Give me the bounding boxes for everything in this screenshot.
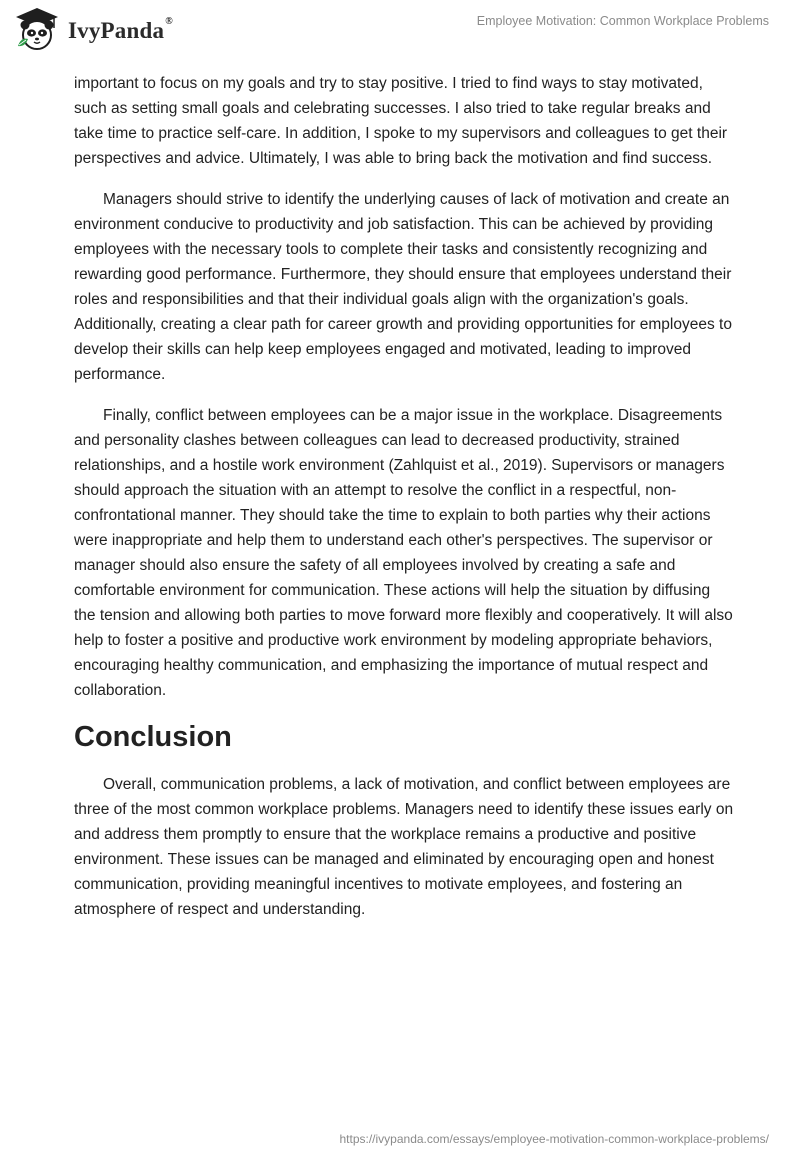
- brand-name: IvyPanda®: [68, 16, 173, 43]
- conclusion-heading: Conclusion: [74, 721, 232, 753]
- panda-mascot-icon: [12, 6, 62, 52]
- page-header: [0, 0, 800, 64]
- essay-content: [74, 71, 734, 938]
- document-title: Employee Motivation: Common Workplace Problems: [476, 14, 769, 28]
- paragraph: important to focus on my goals and try to stay positive. I tried to find ways to stay motivated, such as setting small goals and celebrating successes. I also tried to take regular breaks and take time to practice self-care. In addition, I spoke to my supervisors and colleagues to get their perspectives and advice. Ultimately, I was able to bring back the motivation and find success.: [74, 75, 728, 167]
- source-url[interactable]: https://ivypanda.com/essays/employee-motivation-common-workplace-problems/: [339, 1132, 769, 1146]
- paragraph: Finally, conflict between employees can be a major issue in the workplace. Disagreements and personality clashes between colleagues can lead to decreased productivity, strained relationships, and a hostile work environment (Zahlquist et al., 2019). Supervisors or managers should approach the situation with an attempt to resolve the conflict in a respectful, non-confrontational manner. They should take the time to explain to both parties why their actions were inappropriate and help them to understand each other's perspectives. The supervisor or manager should also ensure the safety of all employees involved by creating a safe and comfortable environment for communication. These actions will help the situation by diffusing the tension and allowing both parties to move forward more flexibly and cooperatively. It will also help to foster a positive and productive work environment by modeling appropriate behaviors, encouraging healthy communication, and emphasizing the importance of mutual respect and collaboration.: [74, 407, 733, 699]
- conclusion-paragraph: Overall, communication problems, a lack of motivation, and conflict between employees are three of the most common workplace problems. Managers need to identify these issues early on and address them promptly to ensure that the workplace remains a productive and positive environment. These issues can be managed and eliminated by encouraging open and honest communication, providing meaningful incentives to motivate employees, and fostering an atmosphere of respect and understanding.: [74, 776, 734, 918]
- ivypanda-logo[interactable]: [12, 6, 173, 52]
- registered-mark: ®: [165, 16, 173, 27]
- paragraph: Managers should strive to identify the underlying causes of lack of motivation and create an environment conducive to productivity and job satisfaction. This can be achieved by providing employees with the necessary tools to complete their tasks and consistently recognizing and rewarding good performance. Furthermore, they should ensure that employees understand their roles and responsibilities and that their individual goals align with the organization's goals. Additionally, creating a clear path for career growth and providing opportunities for employees to develop their skills can help keep employees engaged and motivated, leading to improved performance.: [74, 191, 732, 383]
